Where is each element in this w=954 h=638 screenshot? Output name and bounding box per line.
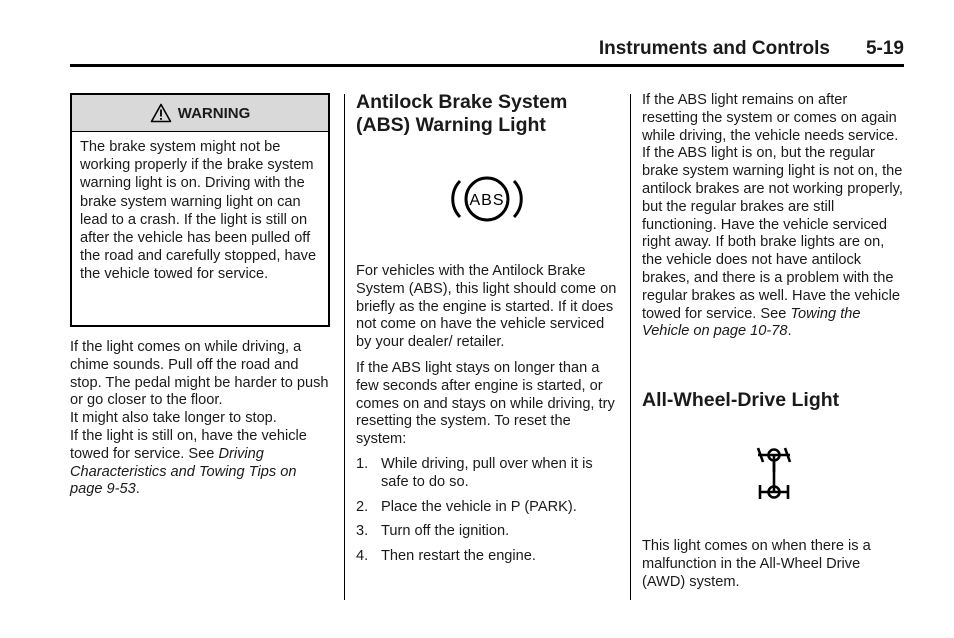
right-column (642, 92, 906, 341)
page-header (70, 38, 904, 64)
step-text: Place the vehicle in P (PARK). (381, 498, 577, 515)
abs-icon-label: ABS (469, 192, 505, 209)
left-paragraph-3 (70, 428, 332, 499)
list-item (356, 499, 620, 517)
step-text: While driving, pull over when it is safe to do so. (381, 455, 593, 490)
right-paragraph-1 (642, 92, 906, 341)
list-item (356, 523, 620, 541)
section-title: Instruments and Controls (598, 38, 830, 59)
towing-vehicle-reference: Towing the Vehicle on page 10-78 (642, 305, 861, 340)
list-item (356, 456, 620, 492)
towing-tips-reference: Driving Characteristics and Towing Tips on page 9-53 (70, 445, 297, 498)
left-paragraph-1: If the light comes on while driving, a chime sounds. Pull off the road and stop. The pedal might be harder to push or go closer to the floor. (70, 339, 329, 409)
awd-paragraph: This light comes on when there is a malfunction in the All-Wheel Drive (AWD) system. (642, 538, 871, 590)
step-text: Then restart the engine. (381, 548, 536, 565)
warning-box (70, 93, 330, 327)
warning-heading: WARNING (177, 104, 251, 122)
middle-paragraph-2: If the ABS light stays on longer than a few seconds after engine is started, or comes on and stays on while driving, try resetting the system. To reset the system: (356, 359, 615, 448)
column-divider-left (344, 94, 345, 600)
right-paragraph-1-end: . (787, 323, 792, 340)
header-rule (70, 64, 904, 67)
left-paragraph-3-text: If the light is still on, have the vehicle towed for service. See (70, 427, 307, 462)
warning-header (72, 95, 328, 132)
right-paragraph-1-text: If the ABS light remains on after resetting the system or comes on again while driving, the vehicle needs service. If the ABS light is on, but the regular brake system warning light is not on, the antilock brakes are not working properly, but the regular brakes are still functioning. Have the vehicle serviced right away. If both brake lights are on, the vehicle does not have antilock brakes, and there is a problem with the regular brakes as well. Have the vehicle towed for service. See (642, 92, 903, 322)
list-item (356, 548, 620, 566)
warning-triangle-icon (150, 103, 172, 123)
middle-paragraph-1: For vehicles with the Antilock Brake System (ABS), this light should come on briefly as the engine is started. If it does not come on have the vehicle serviced by your dealer/ retailer. (356, 263, 617, 351)
step-number: 4. (356, 548, 369, 565)
step-number: 2. (356, 498, 369, 515)
middle-column-body (356, 263, 620, 573)
step-number: 1. (356, 455, 369, 472)
left-paragraph-2: It might also take longer to stop. (70, 410, 277, 427)
awd-body (642, 538, 906, 591)
awd-section (642, 389, 906, 412)
page-number: 5-19 (865, 38, 904, 59)
awd-heading: All-Wheel-Drive Light (642, 389, 840, 411)
left-paragraph-3-end: . (135, 481, 140, 498)
warning-body: The brake system might not be working properly if the brake system warning light is on. Driving with the brake system warning light on can lead to a crash. If the light is still on after the vehicle has been pulled off the road and carefully stopped, have the vehicle towed for service. (80, 139, 317, 283)
step-text: Turn off the ignition. (381, 523, 510, 540)
awd-light-icon (754, 446, 794, 500)
reset-steps-list (356, 456, 620, 566)
abs-heading: Antilock Brake System (ABS) Warning Light (356, 91, 568, 136)
abs-warning-icon (450, 175, 524, 223)
left-column (70, 339, 332, 499)
middle-column (356, 91, 620, 137)
step-number: 3. (356, 523, 369, 540)
column-divider-right (630, 94, 631, 600)
